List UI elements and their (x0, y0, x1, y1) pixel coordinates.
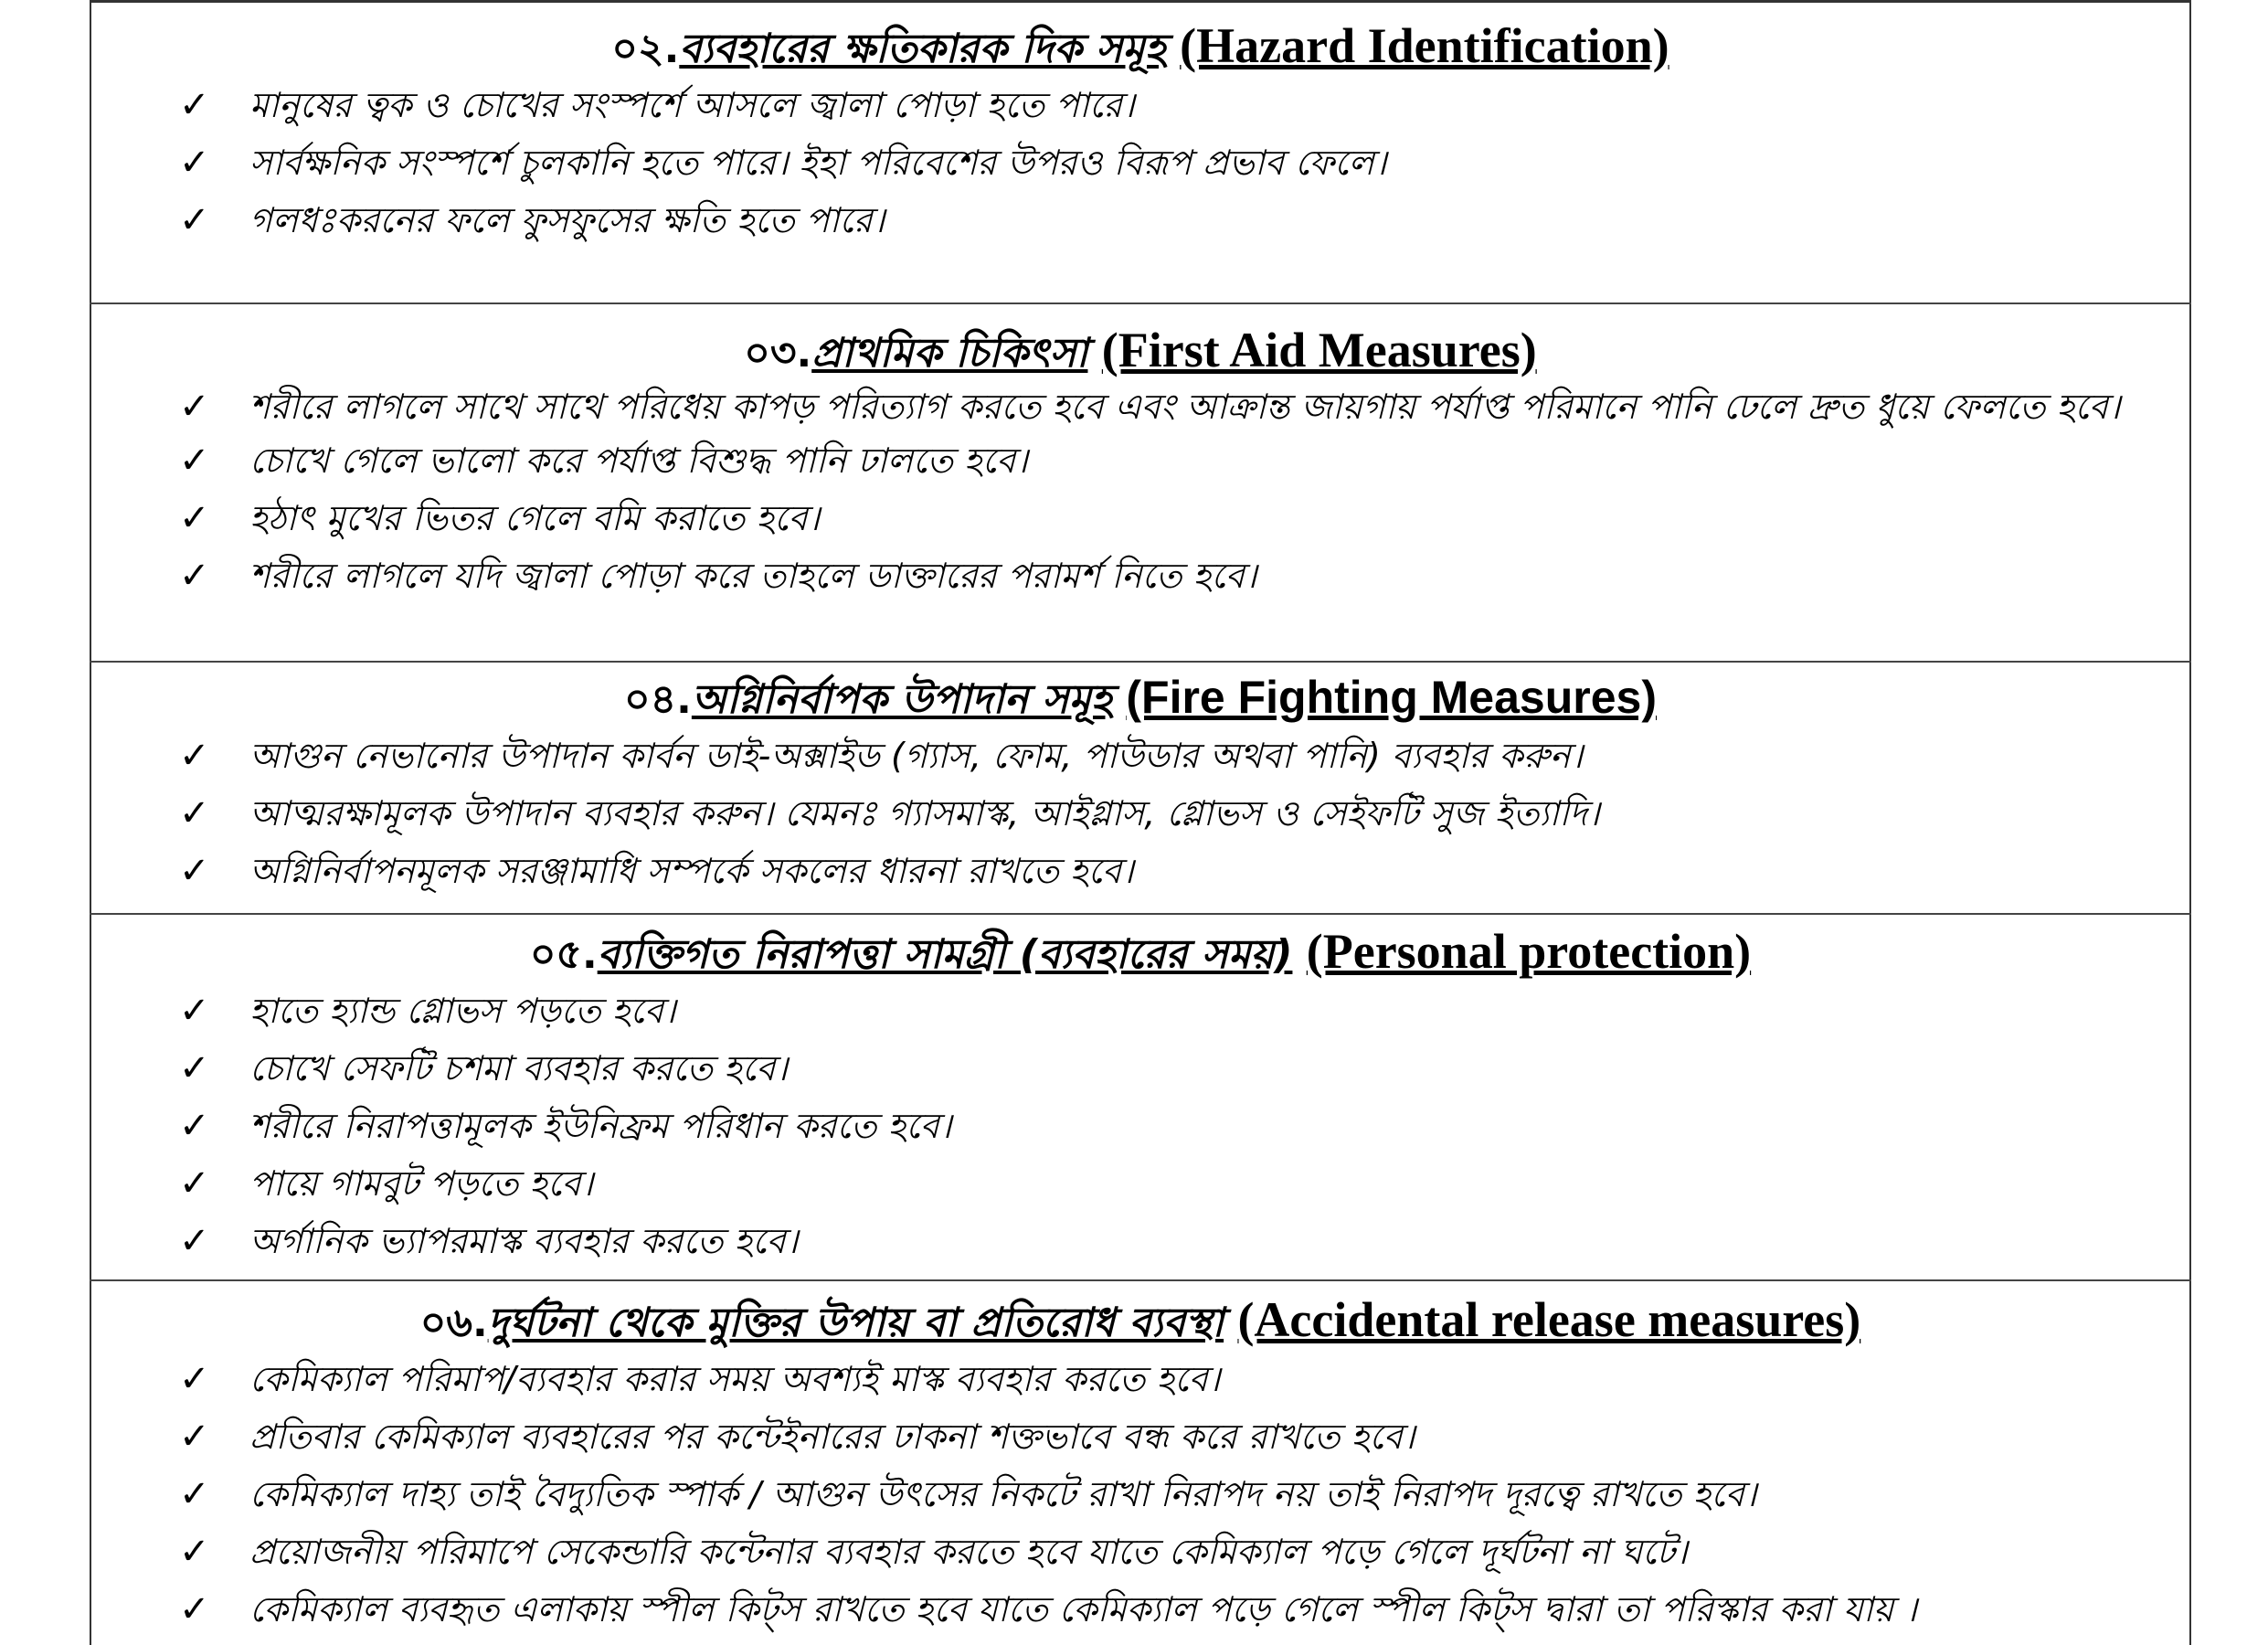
item-text: চোখে সেফটি চশমা ব্যবহার করতে হবে। (249, 1048, 788, 1088)
list-item (90, 1213, 2191, 1270)
section-fire-fighting-measures (90, 663, 2191, 915)
item-text: কেমিক্যাল ব্যবহৃত এলাকায় স্পীল কিট্স রাখতে হবে যাতে কেমিক্যাল পড়ে গেলে স্পীল কিট্স দ্বারা তা পরিস্কার করা যায় । (249, 1589, 1917, 1629)
list-item (90, 1098, 2191, 1155)
section-number: ০৩. (744, 330, 812, 377)
list-item (90, 1040, 2191, 1098)
list-item (90, 381, 2191, 432)
section-title-bengali: ব্যবহারের ক্ষতিকারক দিক সমূহ (679, 26, 1166, 72)
check-mark-icon: ✓ (179, 990, 210, 1032)
item-text: প্রতিবার কেমিক্যাল ব্যবহারের পর কন্টেইনারের ঢাকনা শক্তভাবে বন্ধ করে রাখতে হবে। (249, 1417, 1415, 1457)
check-mark-icon: ✓ (179, 199, 210, 241)
section-title-bengali: দুর্ঘটনা থেকে মুক্তির উপায় বা প্রতিরোধ ব্যবস্থা (487, 1300, 1224, 1346)
item-text: কেমিক্যাল পরিমাপ/ব্যবহার করার সময় অবশ্যই মাস্ক ব্যবহার করতে হবে। (249, 1359, 1221, 1399)
item-text: আগুন নেভানোর উপাদান কার্বন ডাই-অক্সাইড (গ্যাস, ফোম, পাউডার অথবা পানি) ব্যবহার করুন। (249, 736, 1584, 776)
list-item (90, 1466, 2191, 1523)
section-number: ০২. (611, 26, 680, 72)
check-mark-icon: ✓ (179, 440, 210, 482)
check-mark-icon: ✓ (179, 792, 210, 834)
list-item (90, 1351, 2191, 1408)
check-mark-icon: ✓ (179, 497, 210, 539)
item-text: গলধঃকরনের ফলে ফুসফুসের ক্ষতি হতে পারে। (249, 200, 885, 240)
item-list (90, 982, 2191, 1270)
item-list (90, 77, 2191, 249)
list-item (90, 785, 2191, 843)
list-item (90, 727, 2191, 785)
section-personal-protection (90, 915, 2191, 1281)
list-item (90, 432, 2191, 490)
list-item (90, 1581, 2191, 1639)
list-item (90, 1408, 2191, 1466)
item-text: প্রয়োজনীয় পরিমাপে সেকেন্ডারি কন্টেনার ব্যবহার করতে হবে যাতে কেমিক্যাল পড়ে গেলে দূর্ঘটনা না ঘটে। (249, 1532, 1688, 1572)
section-first-aid-measures (90, 304, 2191, 663)
item-text: অর্গানিক ভ্যাপরমাস্ক ব্যবহার করতে হবে। (249, 1221, 799, 1261)
check-mark-icon: ✓ (179, 555, 210, 597)
item-text: শরীরে লাগলে সাথে সাথে পরিধেয় কাপড় পরিত্যাগ করতে হবে এবং আক্রান্ত জায়গায় পর্যাপ্ত পরিমানে পানি ঢেলে দ্রুত ধুয়ে ফেলতে হবে। (249, 387, 2121, 427)
section-number: ০৬. (419, 1300, 488, 1346)
item-list (90, 381, 2191, 605)
check-mark-icon: ✓ (179, 1162, 210, 1205)
item-text: কেমিক্যাল দাহ্য তাই বৈদ্যুতিক স্পার্ক / আগুন উৎসের নিকটে রাখা নিরাপদ নয় তাই নিরাপদ দূরত্বে রাখতে হবে। (249, 1474, 1757, 1514)
check-mark-icon: ✓ (179, 84, 210, 126)
item-list (90, 1351, 2191, 1639)
check-mark-icon: ✓ (179, 1105, 210, 1147)
section-number: ০৪. (624, 676, 692, 723)
section-heading (90, 18, 2191, 77)
section-title-bengali: অগ্নিনির্বাপক উপাদান সমূহ (691, 676, 1113, 723)
item-text: হঠাৎ মুখের ভিতর গেলে বমি করাতে হবে। (249, 498, 821, 538)
check-mark-icon: ✓ (179, 1588, 210, 1630)
list-item (90, 192, 2191, 249)
check-mark-icon: ✓ (179, 735, 210, 777)
item-text: পায়ে গামবুট পড়তে হবে। (249, 1163, 594, 1204)
section-title-bengali: ব্যক্তিগত নিরাপত্তা সামগ্রী (ব্যবহারের সময়) (597, 931, 1293, 978)
list-item (90, 843, 2191, 900)
section-heading (90, 1292, 2191, 1351)
section-heading (90, 924, 2191, 982)
check-mark-icon: ✓ (179, 1358, 210, 1400)
section-title-english: (Fire Fighting Measures) (1126, 672, 1657, 723)
section-heading (90, 670, 2191, 727)
check-mark-icon: ✓ (179, 1047, 210, 1089)
item-text: সার্বক্ষনিক সংস্পর্শে চুলকানি হতে পারে। ইহা পরিবেশের উপরও বিরূপ প্রভাব ফেলে। (249, 143, 1387, 183)
item-list (90, 727, 2191, 900)
list-item (90, 547, 2191, 605)
item-text: শরীরে লাগলে যদি জ্বালা পোড়া করে তাহলে ডাক্তারের পরামর্শ নিতে হবে। (249, 556, 1257, 596)
check-mark-icon: ✓ (179, 1416, 210, 1458)
item-text: মানুষের ত্বক ও চোখের সংস্পর্শে আসলে জ্বালা পোড়া হতে পারে। (249, 85, 1135, 125)
section-title-english: (Accidental release measures) (1237, 1292, 1861, 1347)
check-mark-icon: ✓ (179, 142, 210, 184)
check-mark-icon: ✓ (179, 1220, 210, 1262)
check-mark-icon: ✓ (179, 1473, 210, 1515)
list-item (90, 982, 2191, 1040)
check-mark-icon: ✓ (179, 1531, 210, 1573)
section-title-english: (Personal protection) (1306, 924, 1752, 979)
item-text: অগ্নিনির্বাপনমূলক সরঞ্জামাধি সম্পর্কে সকলের ধারনা রাখতে হবে। (249, 851, 1134, 891)
section-hazard-identification (90, 0, 2191, 304)
section-heading (90, 323, 2191, 381)
item-text: চোখে গেলে ভালো করে পর্যাপ্ত বিশুদ্ধ পানি ঢালতে হবে। (249, 440, 1028, 481)
check-mark-icon: ✓ (179, 386, 210, 428)
list-item (90, 490, 2191, 547)
check-mark-icon: ✓ (179, 850, 210, 892)
section-accidental-release-measures (90, 1281, 2191, 1645)
item-text: হাতে হ্যান্ড গ্লোভস পড়তে হবে। (249, 991, 676, 1031)
section-number: ০৫. (529, 931, 598, 978)
item-text: শরীরে নিরাপত্তামূলক ইউনিফ্রম পরিধান করতে হবে। (249, 1106, 952, 1146)
list-item (90, 134, 2191, 192)
list-item (90, 1523, 2191, 1581)
list-item (90, 77, 2191, 134)
item-text: আত্মরক্ষামূলক উপাদান ব্যবহার করুন। যেমনঃ গ্যাসমাস্ক, আইগ্লাস, গ্লোভস ও সেইফটি সুজ ইত্যাদি। (249, 793, 1600, 833)
section-title-english: (First Aid Measures) (1101, 323, 1537, 377)
list-item (90, 1155, 2191, 1213)
section-title-english: (Hazard Identification) (1180, 18, 1669, 73)
section-title-bengali: প্রাথমিক চিকিৎসা (811, 330, 1088, 377)
